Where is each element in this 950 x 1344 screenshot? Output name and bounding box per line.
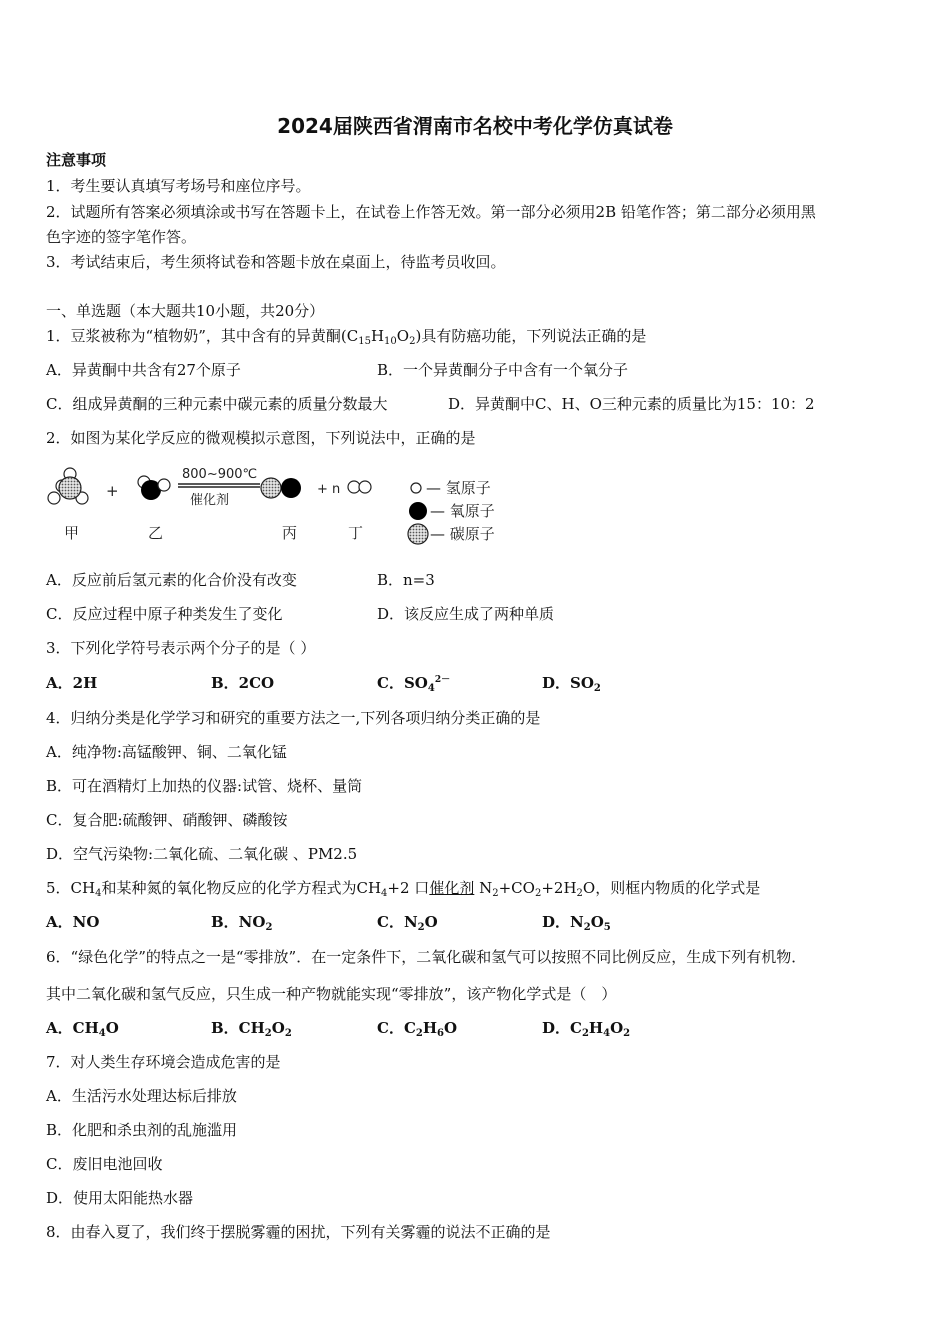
option-d[interactable]: D．空气污染物:二氧化硫、二氧化碳 、PM2.5 [46, 845, 358, 863]
option-c[interactable]: C．组成异黄酮的三种元素中碳元素的质量分数最大 [46, 395, 388, 413]
legend-hydrogen: — 氢原子 [426, 479, 491, 497]
option-c[interactable]: C．$SO_4^{2-}$ [377, 674, 451, 694]
option-a[interactable]: A．纯净物:高锰酸钾、铜、二氧化锰 [46, 743, 287, 761]
option-a[interactable]: A．异黄酮中共含有27个原子 [46, 361, 241, 379]
condition-catalyst: 催化剂 [190, 493, 230, 508]
question-5-stem: 5．$CH_4$和某种氮的氧化物反应的化学方程式为$CH_4+2$ 口催化剂 $N_2+CO_2+2H_2O$，则框内物质的化学式是 [46, 879, 761, 899]
option-d[interactable]: D．$N_2O_5$ [542, 913, 611, 933]
option-c[interactable]: C．$C_2H_6O$ [377, 1019, 458, 1039]
option-d[interactable]: D．$SO_2$ [542, 674, 601, 694]
label-bing: 丙 [282, 524, 298, 542]
option-c[interactable]: C．$N_2O$ [377, 913, 438, 933]
question-4-stem: 4．归纳分类是化学学习和研究的重要方法之一,下列各项归纳分类正确的是 [46, 709, 541, 727]
question-1-stem: 1．豆浆被称为“植物奶”，其中含有的异黄酮$(C_{15}H_{10}O_2)$具有防癌功能，下列说法正确的是 [46, 327, 647, 347]
question-7-stem: 7．对人类生存环境会造成危害的是 [46, 1053, 281, 1071]
legend-carbon: — 碳原子 [430, 525, 495, 543]
notice-heading: 注意事项 [46, 151, 107, 169]
option-b[interactable]: B．$NO_2$ [211, 913, 273, 933]
notice-item: 色字迹的签字笔作答。 [46, 228, 197, 246]
plus-n: + n [317, 482, 341, 497]
water-molecule [138, 476, 170, 500]
label-jia: 甲 [64, 524, 80, 542]
section-heading: 一、单选题（本大题共10小题，共20分） [46, 302, 325, 320]
option-d[interactable]: D．使用太阳能热水器 [46, 1189, 194, 1207]
option-b[interactable]: B．化肥和杀虫剂的乱施滥用 [46, 1121, 238, 1139]
option-b[interactable]: B．一个异黄酮分子中含有一个氧分子 [377, 361, 629, 379]
option-c[interactable]: C．反应过程中原子种类发生了变化 [46, 605, 283, 623]
option-a[interactable]: A．生活污水处理达标后排放 [46, 1087, 237, 1105]
methane-molecule [48, 468, 88, 504]
notice-item: 2．试题所有答案必须填涂或书写在答题卡上，在试卷上作答无效。第一部分必须用2B 铅笔作答；第二部分必须用黑 [46, 203, 816, 221]
option-b[interactable]: B．n=3 [377, 571, 435, 589]
page-title: 2024届陕西省渭南市名校中考化学仿真试卷 [277, 114, 673, 138]
question-6-stem-line2: 其中二氧化碳和氢气反应，只生成一种产物就能实现“零排放”，该产物化学式是（ ） [46, 985, 617, 1003]
label-yi: 乙 [148, 524, 164, 542]
notice-item: 3．考试结束后，考生须将试卷和答题卡放在桌面上，待监考员收回。 [46, 253, 506, 271]
condition-temperature: 800~900℃ [182, 467, 258, 482]
option-d[interactable]: D．异黄酮中C、H、O三种元素的质量比为15：10：2 [448, 395, 815, 413]
option-b[interactable]: B．$CH_2O_2$ [211, 1019, 292, 1039]
option-a[interactable]: A．NO [46, 913, 100, 931]
option-a[interactable]: A．反应前后氢元素的化合价没有改变 [46, 571, 297, 589]
label-ding: 丁 [348, 524, 364, 542]
reaction-diagram [40, 462, 560, 548]
option-d[interactable]: D．该反应生成了两种单质 [377, 605, 555, 623]
notice-item: 1．考生要认真填写考场号和座位序号。 [46, 177, 311, 195]
question-8-stem: 8．由春入夏了，我们终于摆脱雾霾的困扰，下列有关雾霾的说法不正确的是 [46, 1223, 551, 1241]
option-d[interactable]: D．$C_2H_4O_2$ [542, 1019, 631, 1039]
option-c[interactable]: C．复合肥:硫酸钾、硝酸钾、磷酸铵 [46, 811, 288, 829]
hydrogen-molecule [348, 481, 371, 493]
option-c[interactable]: C．废旧电池回收 [46, 1155, 163, 1173]
diagram-legend [408, 479, 495, 544]
option-b[interactable]: B．可在酒精灯上加热的仪器:试管、烧杯、量筒 [46, 777, 363, 795]
option-b[interactable]: B．2CO [211, 674, 275, 692]
legend-oxygen: — 氧原子 [430, 502, 495, 520]
carbon-monoxide-molecule [261, 478, 301, 498]
option-a[interactable]: A．2H [46, 674, 98, 692]
question-2-stem: 2．如图为某化学反应的微观模拟示意图，下列说法中，正确的是 [46, 429, 476, 447]
plus-sign: + [106, 482, 119, 500]
option-a[interactable]: A．$CH_4O$ [46, 1019, 119, 1039]
question-6-stem: 6．“绿色化学”的特点之一是“零排放”．在一定条件下，二氧化碳和氢气可以按照不同比例反应，生成下列有机物． [46, 948, 807, 966]
question-3-stem: 3．下列化学符号表示两个分子的是（ ） [46, 639, 316, 657]
